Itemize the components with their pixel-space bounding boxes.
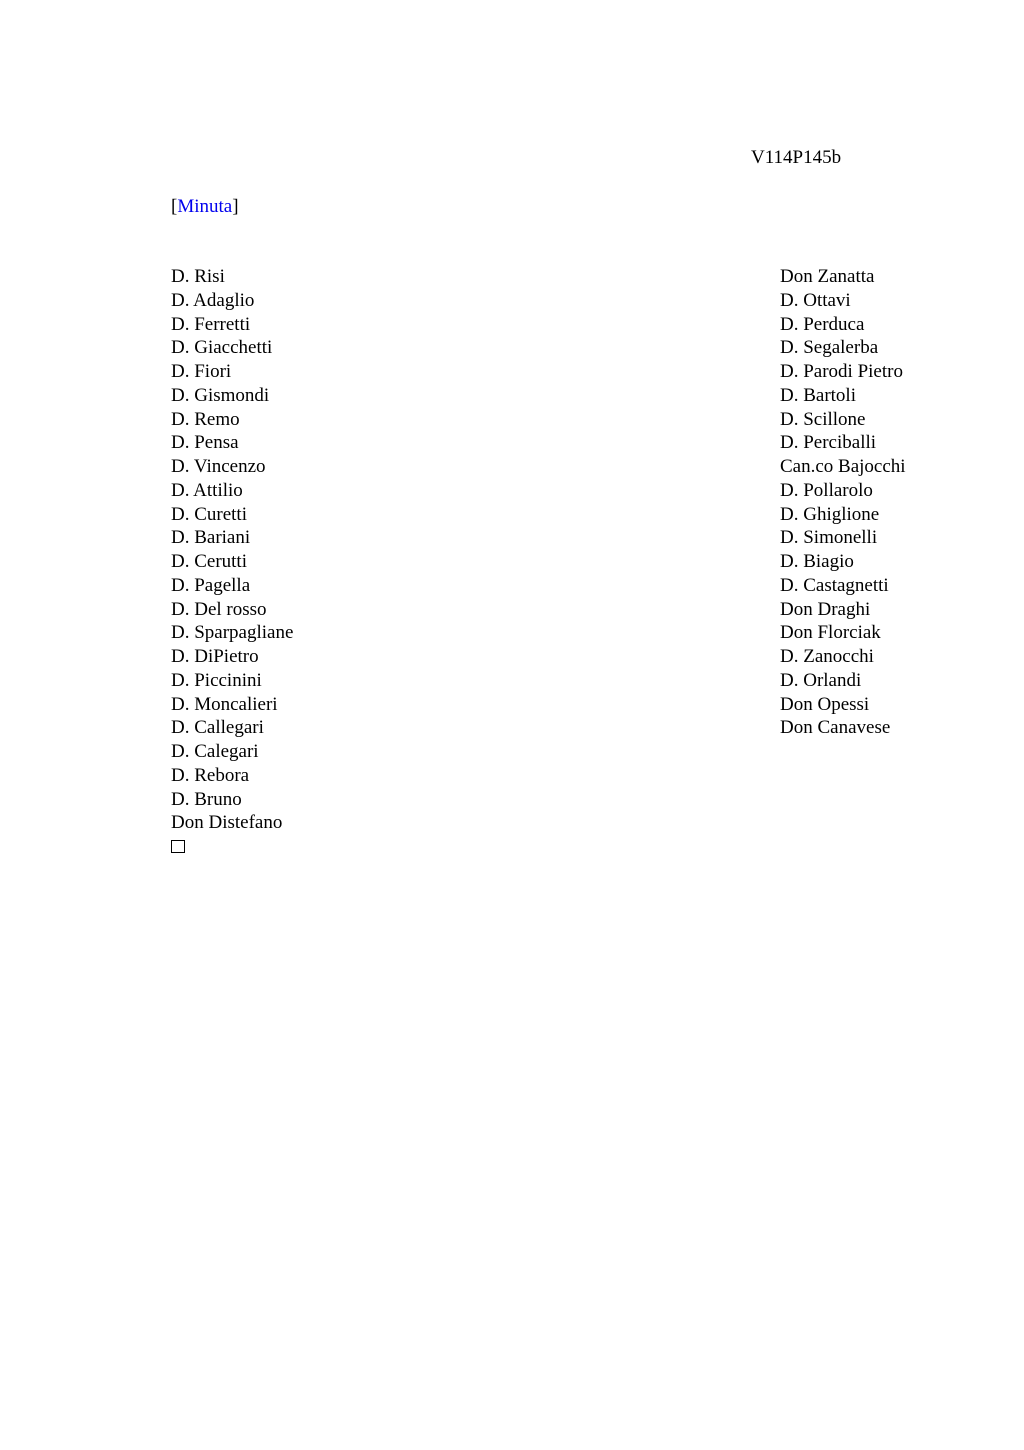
name-item: Don Zanatta (780, 266, 875, 287)
name-item: D. Curetti (171, 503, 247, 525)
name-item: D. Moncalieri (171, 693, 278, 715)
name-item: D. Fiori (171, 361, 232, 382)
empty-box-icon (171, 840, 185, 853)
end-marker (171, 835, 293, 859)
name-item: D. Piccinini (171, 669, 262, 691)
name-item: D. Calegari (171, 741, 259, 762)
name-item: D. Gismondi (171, 384, 270, 406)
name-item: D. Perciballi (780, 432, 877, 454)
name-item: D. Pollarolo (780, 479, 873, 501)
name-item: D. Biagio (780, 551, 854, 572)
name-item: D. Giacchetti (171, 337, 273, 359)
right-name-column (780, 265, 906, 740)
name-item: D. Simonelli (780, 527, 878, 549)
name-item: Don Florciak (780, 622, 881, 644)
close-bracket: ] (232, 196, 239, 217)
name-item: D. DiPietro (171, 646, 259, 667)
name-item: D. Scillone (780, 408, 866, 430)
name-item: Don Canavese (780, 717, 891, 739)
name-item: Can.co Bajocchi (780, 456, 906, 477)
name-item: D. Segalerba (780, 337, 879, 359)
name-item: D. Zanocchi (780, 646, 874, 667)
name-item: D. Parodi Pietro (780, 361, 903, 382)
name-item: D. Perduca (780, 313, 865, 335)
name-item: D. Callegari (171, 717, 264, 739)
name-item: Don Draghi (780, 598, 871, 620)
page-id: V114P145b (751, 147, 842, 168)
name-item: D. Pensa (171, 432, 239, 454)
name-item: D. Del rosso (171, 598, 267, 620)
name-item: D. Attilio (171, 479, 243, 501)
name-item: D. Bruno (171, 788, 242, 810)
name-item: D. Cerutti (171, 551, 247, 572)
name-item: D. Ottavi (780, 289, 851, 311)
name-item: D. Orlandi (780, 669, 862, 691)
name-item: D. Ghiglione (780, 503, 880, 525)
name-item: D. Risi (171, 266, 225, 287)
name-item: D. Castagnetti (780, 574, 889, 596)
name-item: D. Sparpagliane (171, 622, 294, 644)
left-name-column (171, 265, 293, 859)
name-item: D. Adaglio (171, 289, 255, 311)
name-item: D. Remo (171, 408, 240, 430)
name-item: D. Bartoli (780, 384, 856, 406)
open-bracket: [ (171, 196, 178, 217)
name-item: D. Ferretti (171, 313, 251, 335)
name-item: Don Opessi (780, 693, 870, 715)
name-item: D. Vincenzo (171, 456, 266, 477)
name-item: D. Bariani (171, 527, 251, 549)
minuta-link[interactable]: Minuta (177, 196, 233, 217)
name-item: Don Distefano (171, 812, 283, 834)
name-item: D. Rebora (171, 764, 250, 786)
minuta-heading (171, 195, 239, 219)
name-item: D. Pagella (171, 574, 251, 596)
